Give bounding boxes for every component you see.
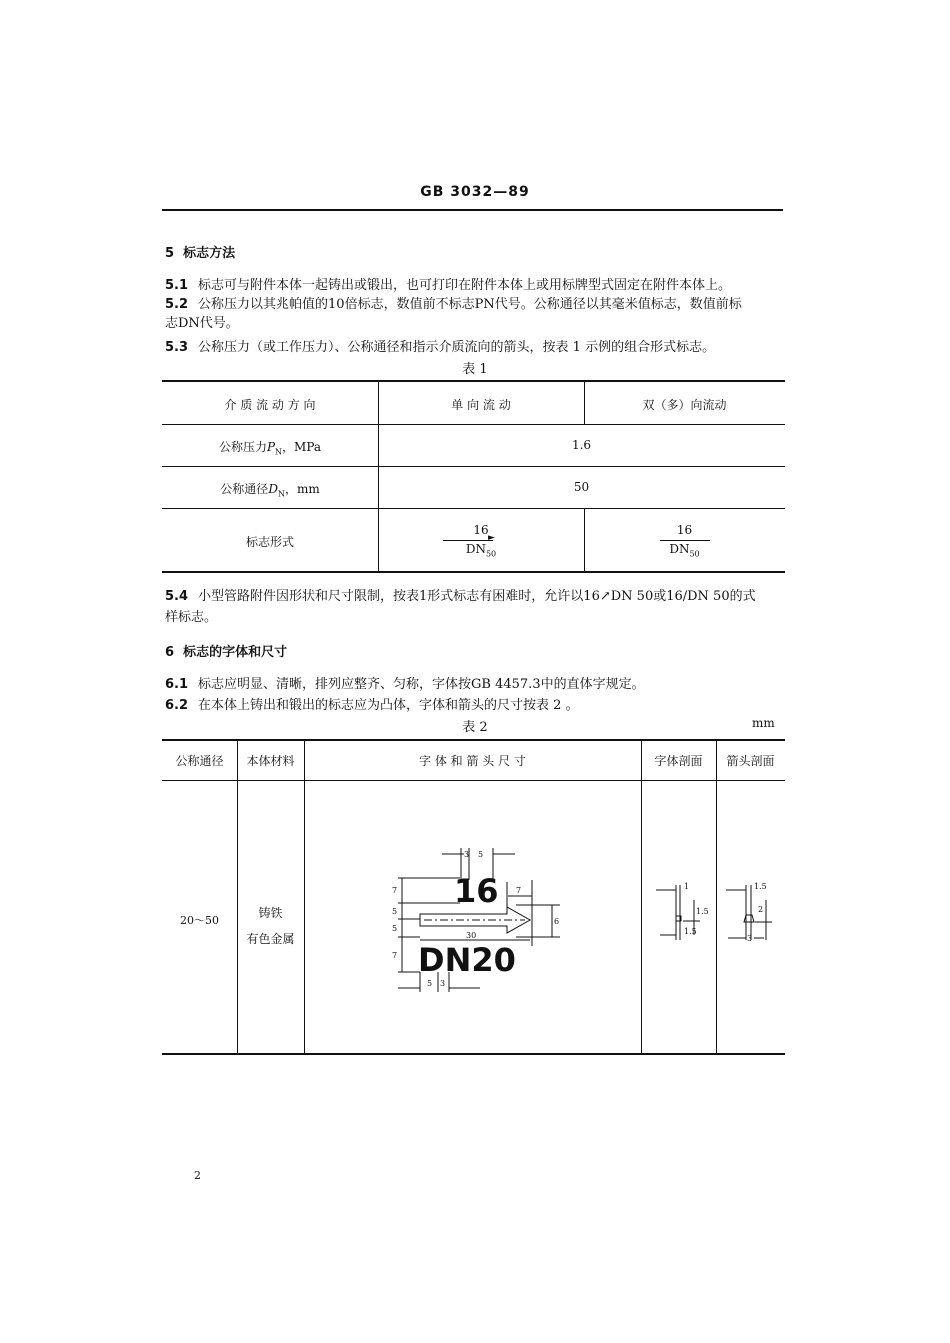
clause-text: 在本体上铸出和锻出的标志应为凸体，字体和箭头的尺寸按表 2 。 [198,698,579,713]
row-pressure-label [162,438,378,456]
clause-number: 5.3 [165,340,189,355]
dim-label: 30 [466,931,477,940]
dim-label: 5 [392,924,398,933]
dim-label: 7 [392,886,398,895]
section-5-heading [165,242,235,261]
row-diameter-range: 20～50 [180,914,219,927]
dim-label: 3 [747,934,753,943]
column-divider [716,740,717,1054]
table-rule [162,380,785,382]
mark-two-way-bottom [584,542,785,558]
dn-value: 50 [689,549,700,559]
unit: ，mm [284,482,320,496]
paragraph-6-2 [165,694,579,713]
header-rule [162,209,783,211]
dim-label: 5 [478,850,484,859]
table-1-caption: 表 1 [462,362,488,377]
table-rule [162,508,785,509]
drawing-pressure-text: 16 [454,872,499,910]
dim-label: 1 [684,882,690,891]
dim-label: 5 [427,979,433,988]
table-rule [162,571,785,573]
paragraph-5-1 [165,274,731,293]
mark-one-way-top: 16 [473,523,489,537]
document-header: GB 3032—89 [420,184,530,200]
table-2-header-arrow-section: 箭头剖面 [726,754,775,768]
column-divider [237,740,238,1054]
symbol: P [266,440,276,454]
table-2-header-font-section: 字体剖面 [654,754,703,768]
clause-number: 5.1 [165,278,189,293]
dn-value: 50 [485,549,497,559]
paragraph-5-4 [165,585,756,604]
clause-text: 公称压力以其兆帕值的10倍标志，数值前不标志PN代号。公称通径以其毫米值标志，数值前标 [198,297,742,312]
symbol: D [268,482,278,496]
drawing-diameter-text: DN20 [418,941,516,979]
clause-text: 标志可与附件本体一起铸出或锻出，也可打印在附件本体上或用标牌型式固定在附件本体上。 [198,278,732,293]
table-rule [162,1053,785,1055]
dim-label: 7 [392,951,398,960]
clause-text: 标志应明显、清晰，排列应整齐、匀称，字体按GB 4457.3中的直体字规定。 [198,677,645,692]
dim-label: 3 [464,850,470,859]
subscript: N [277,489,285,499]
column-divider [641,740,642,1054]
column-divider [584,508,585,572]
fraction-line [660,540,710,541]
row-material-cast-iron: 铸铁 [258,906,283,920]
label-text: 公称通径 [220,482,269,496]
row-material-nonferrous: 有色金属 [246,932,295,946]
table-rule [162,466,785,467]
heading-text: 标志方法 [183,246,236,261]
clause-number: 6.2 [165,698,189,713]
column-divider [304,740,305,1054]
dn-text: DN [669,542,690,556]
arrow-line [443,540,493,541]
section-6-heading [165,641,287,660]
mark-two-way-top: 16 [676,523,693,537]
dim-label: 7 [516,886,522,895]
arrow-head-icon: ► [488,533,495,543]
dn-text: DN [465,542,486,556]
paragraph-5-2-continued: 志DN代号。 [165,316,239,331]
dimension-drawing [380,840,560,990]
clause-number: 5.2 [165,297,189,312]
clause-number: 6.1 [165,677,189,692]
clause-number: 5.4 [165,589,189,604]
dim-label: 1.5 [684,927,697,936]
paragraph-6-1 [165,673,645,692]
dim-label: 5 [392,907,398,916]
heading-number: 5 [165,246,175,261]
row-pressure-value: 1.6 [571,438,592,452]
arrow-section-drawing [722,880,782,945]
dim-label: 2 [758,905,764,914]
heading-text: 标志的字体和尺寸 [183,645,288,660]
font-section-drawing [656,880,709,945]
dim-label: 1.5 [696,907,709,916]
table-2-unit: mm [752,716,775,730]
unit: ，MPa [282,440,322,454]
heading-number: 6 [165,645,175,660]
table-2-header-material: 本体材料 [246,754,295,768]
dim-label: 3 [440,979,446,988]
table-1-header-direction: 介 质 流 动 方 向 [224,398,316,412]
dim-label: 6 [554,917,560,926]
table-rule [162,424,785,425]
paragraph-5-2 [165,293,742,312]
table-rule [162,739,785,741]
table-rule [162,780,785,781]
table-2-header-diameter: 公称通径 [175,754,224,768]
page-number: 2 [194,1169,201,1182]
paragraph-5-4-continued: 样标志。 [165,610,218,625]
table-1-header-two-way: 双（多）向流动 [642,398,727,412]
row-diameter-value: 50 [573,480,590,494]
dim-label: 1.5 [754,882,767,891]
table-2-header-dimensions: 字 体 和 箭 头 尺 寸 [419,754,526,768]
mark-one-way-bottom [378,542,584,558]
row-mark-label: 标志形式 [245,535,294,549]
row-diameter-label [162,480,378,498]
clause-text: 小型管路附件因形状和尺寸限制，按表1形式标志有困难时，允许以16↗DN 50或16/DN 50的式 [198,589,756,604]
table-2-caption: 表 2 [462,720,488,735]
clause-text: 公称压力（或工作压力）、公称通径和指示介质流向的箭头，按表 1 示例的组合形式标志。 [198,340,716,355]
label-text: 公称压力 [218,440,267,454]
subscript: N [275,447,283,457]
table-1-header-one-way: 单 向 流 动 [451,398,511,412]
paragraph-5-3 [165,336,715,355]
